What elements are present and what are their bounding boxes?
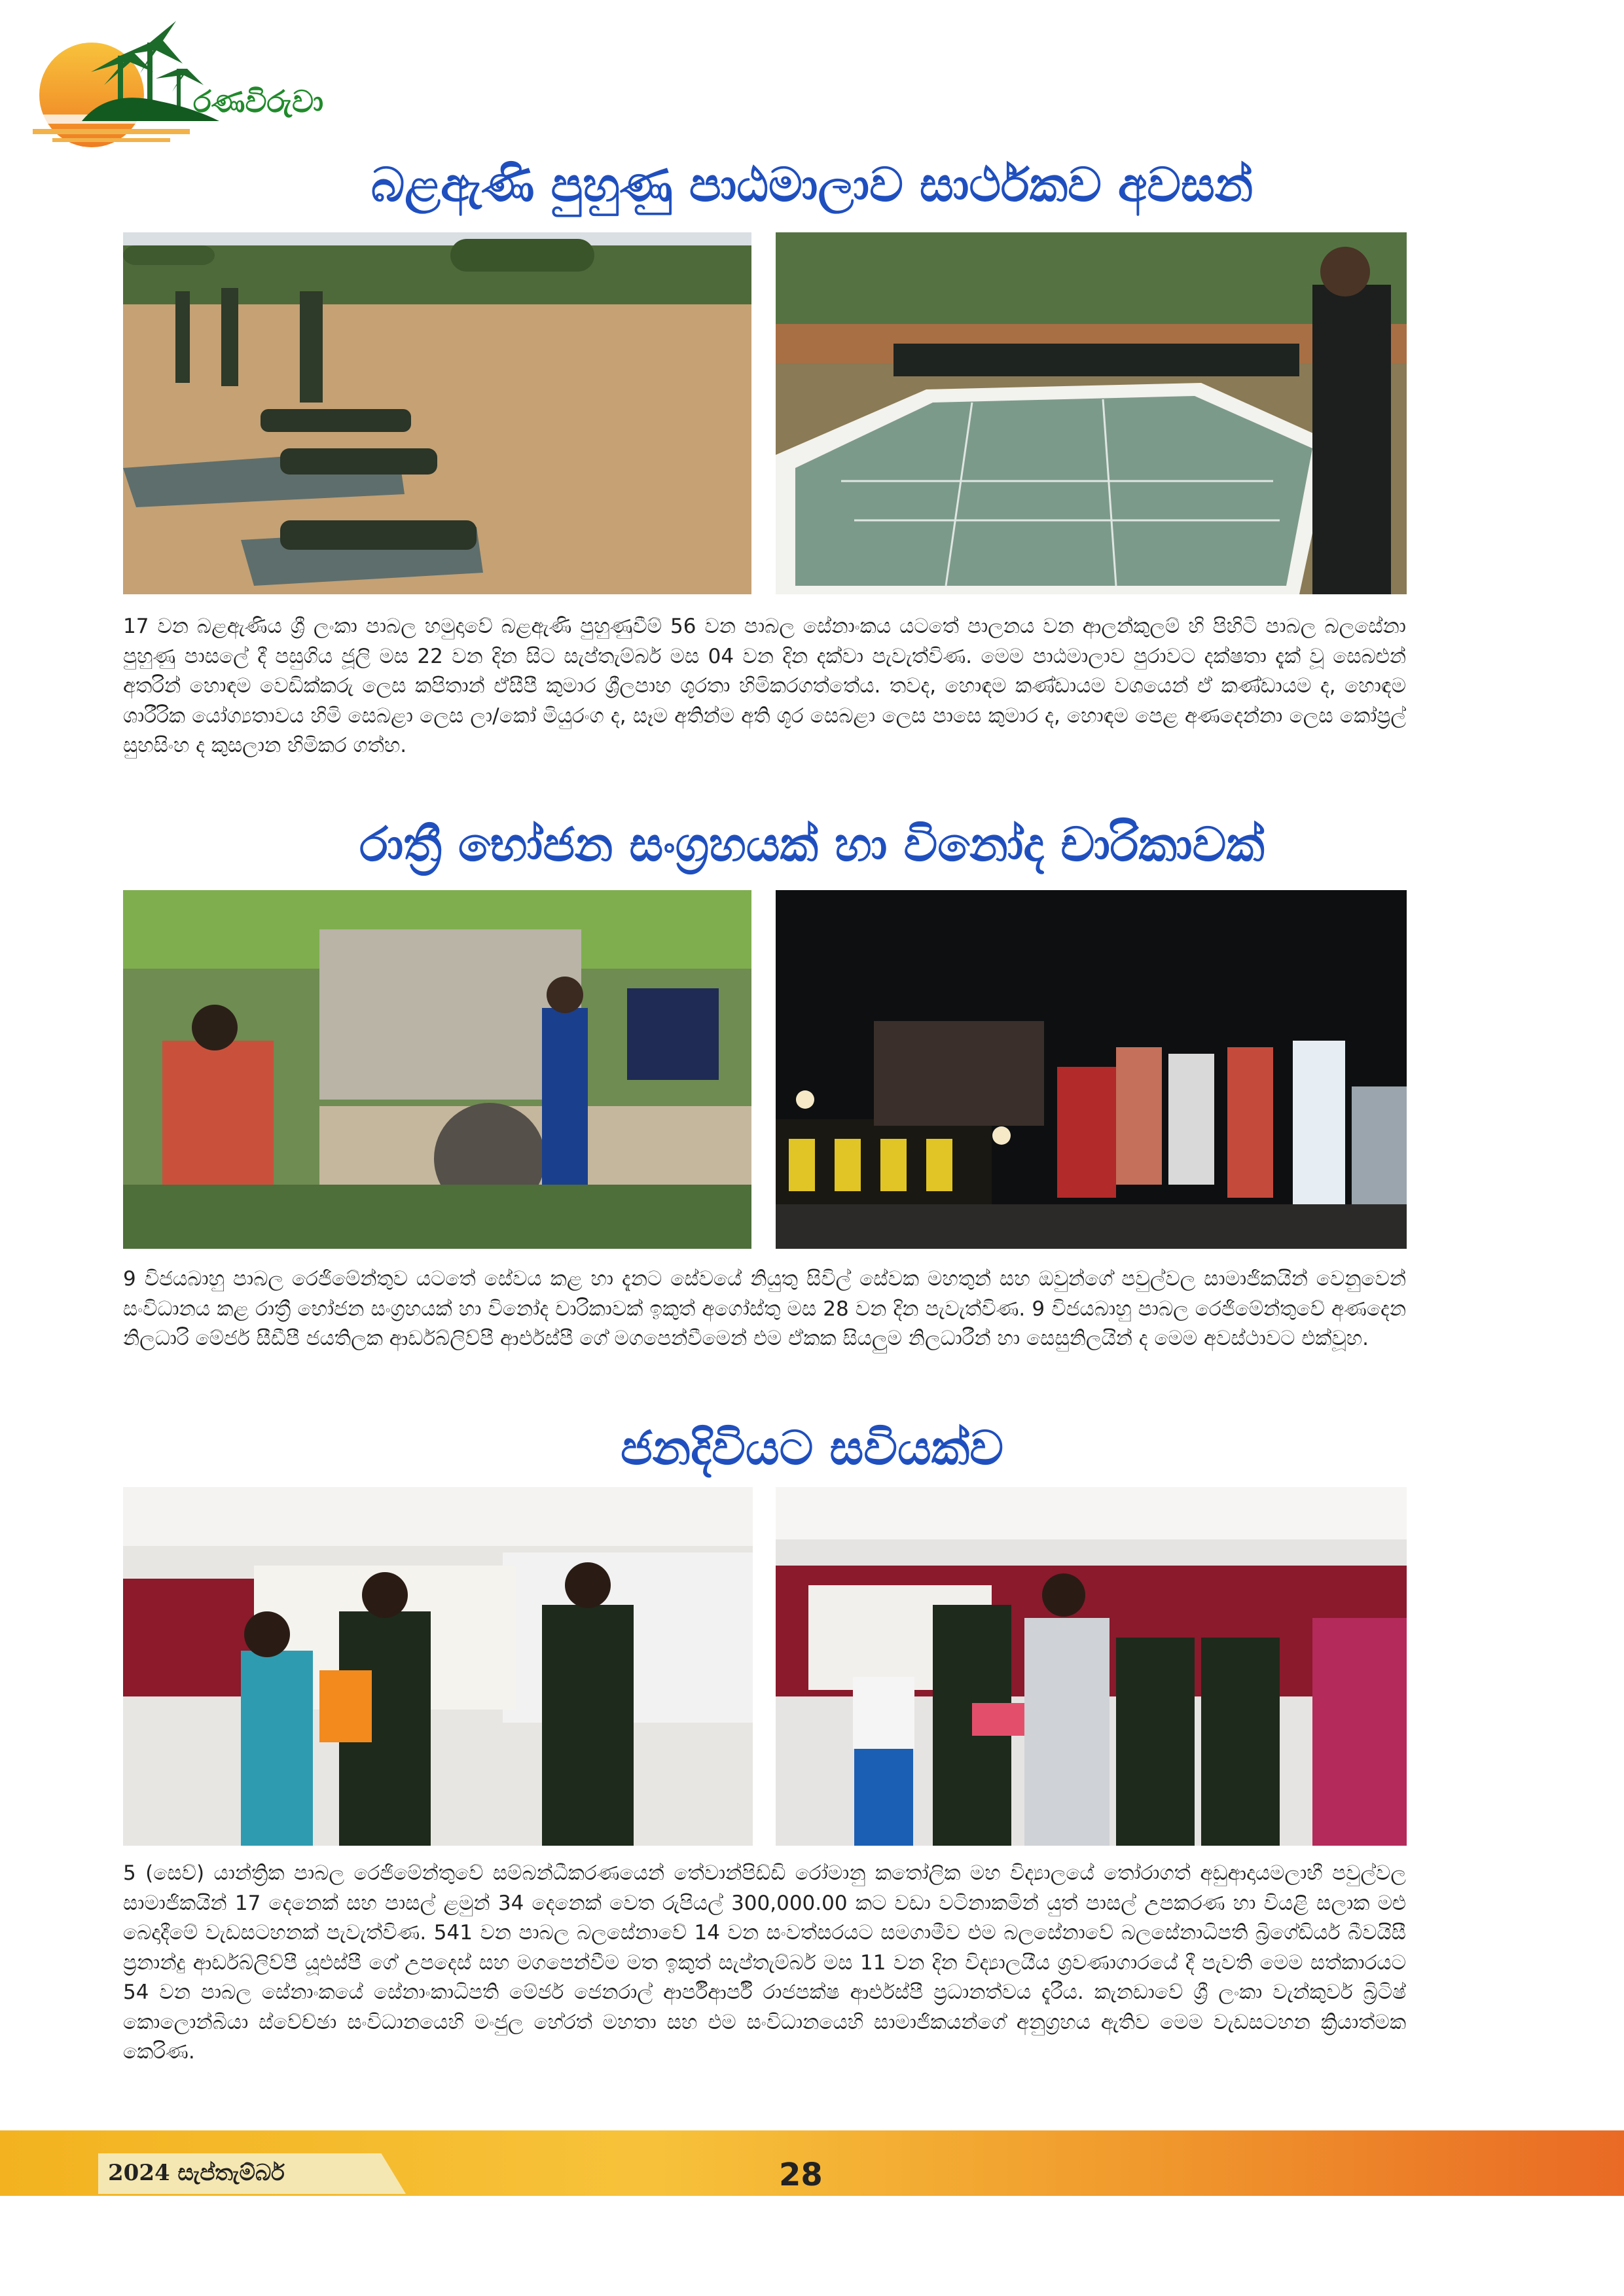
photo-night-gathering: [776, 890, 1407, 1249]
page-number: 28: [779, 2157, 823, 2193]
photo-school-supplies: [776, 1487, 1407, 1846]
article-2-body: 9 විජයබාහු පාබල රෙජිමේන්තුව යටතේ සේවය කළ හා දැනට සේවයේ නියුතු සිවිල් සේවක මහතුන් සහ ඔවුන්ගේ පවුල්වල සාමාජිකයින් වෙනුවෙන් සංවිධානය කළ රාත්‍රී භෝජන සංග්‍රහයක් හා විනෝද චාරිකාවක් ඉකුත් අගෝස්තු මස 28 වන දින පැවැත්විණ. 9 විජයබාහු පාබල රෙජිමේන්තුවේ අණදෙන නිලධාරි මේජර් සීඩීපී ජයතිලක ආර්ඩබ්ලිව්පී ආර්එස්පී ගේ මගපෙන්වීමෙන් එම ඒකක සියලුම නිලධාරීන් හා සෙසුනිලයින් ද මෙම අවස්ථාවට එක්වූහ.: [123, 1267, 1406, 1350]
logo-title: රණවිරුවා: [193, 84, 324, 119]
photo-terrain-model-briefing: [776, 232, 1407, 594]
photo-donation-bag: [123, 1487, 753, 1846]
article-2-title: රාත්‍රී භෝජන සංග්‍රහයක් හා විනෝද චාරිකාවක්: [359, 817, 1265, 872]
article-3-title: ජනදිවියට සවියක්ව: [620, 1420, 1004, 1475]
article-1-title: බළඇණි පුහුණු පාඨමාලාව සාර්ථකව අවසන්: [370, 157, 1254, 212]
issue-date: 2024 සැප්තැම්බර්: [108, 2160, 285, 2186]
photo-firing-range: [123, 232, 751, 594]
article-3-body: 5 (සෙව්) යාන්ත්‍රික පාබල රෙජිමේන්තුවේ සම්බන්ධීකරණයෙන් තේවාන්පිඩ්ඩි රෝමානු කතෝලික මහ විද්‍යාලයේ තෝරාගත් අඩුආදායමලාභී පවුල්වල සාමාජිකයින් 17 දෙනෙක් සහ පාසල් ළමුන් 34 දෙනෙක් වෙත රුපියල් 300,000.00 කට වඩා වටිනාකමින් යුත් පාසල් උපකරණ හා වියළි සලාක මළු බෙදාදීමේ වැඩසටහනක් පැවැත්විණ. 541 වන පාබල බලසේනාවේ 14 වන සංවත්සරයට සමගාමීව එම බලසේනාවේ බලසේනාධිපති බ්‍රිගේඩියර් බීවයිසී ප්‍රනාන්දු ආර්ඩබ්ලිව්පී යූඑස්පී ගේ උපදෙස් සහ මගපෙන්වීම මත ඉකුත් සැප්තැම්බර් මස 11 වන දින විද්‍යාලයීය ශ්‍රවණාගාරයේ දී පැවති මෙම සත්කාරයට 54 වන පාබල සේනාංකයේ සේනාංකාධිපති මේජර් ජෙනරාල් ආර්පීආර්පී රාජපක්ෂ ආර්එස්පී ප්‍රධානත්වය දැරීය. කැනඩාවේ ශ්‍රී ලංකා වැන්කුවර් බ්‍රිටිෂ් කොලොන්බියා ස්වේච්ඡා සංවිධානයෙහි මංජුල හේරත් මහතා සහ එම සංවිධානයෙහි සාමාජිකයන්ගේ අනුග්‍රහය ඇතිව මෙම වැඩසටහන ක්‍රියාත්මක කෙරිණ.: [123, 1861, 1406, 2064]
article-1-body: 17 වන බළඇණිය ශ්‍රී ලංකා පාබල හමුදාවේ බළඇණි පුහුණුවීම් 56 වන පාබල සේනාංකය යටතේ පාලනය වන ආලන්කුලම් හි පිහිටි පාබල බලසේනා පුහුණු පාසලේ දී පසුගිය ජූලි මස 22 වන දින සිට සැප්තැම්බර් මස 04 වන දින දක්වා පැවැත්විණ. මෙම පාඨමාලාව පුරාවට දක්ෂතා දැක් වූ සෙබළුන් අතරින් හොඳම වෙඩික්කරු ලෙස කපිතාන් ඒසීපී කුමාර ශ්‍රීලපාභ ශූරතා හිමිකරගත්තේය. තවද, හොඳම කණ්ඩායම වශයෙන් ඒ කණ්ඩායම ද, හොඳම ශාරීරික යෝග්‍යතාවය හිමි සෙබළා ලෙස ලා/කෝ මියුරංග ද, සෑම අතින්ම අති ශූර සෙබළා ලෙස පාසෙ කුමාර ද, හොඳම පෙළ අණදෙන්නා ලෙස කෝප්‍රල් සුහසිංහ ද කුසලාන හිමිකර ගත්හ.: [123, 615, 1406, 757]
photo-museum-visit: [123, 890, 751, 1249]
